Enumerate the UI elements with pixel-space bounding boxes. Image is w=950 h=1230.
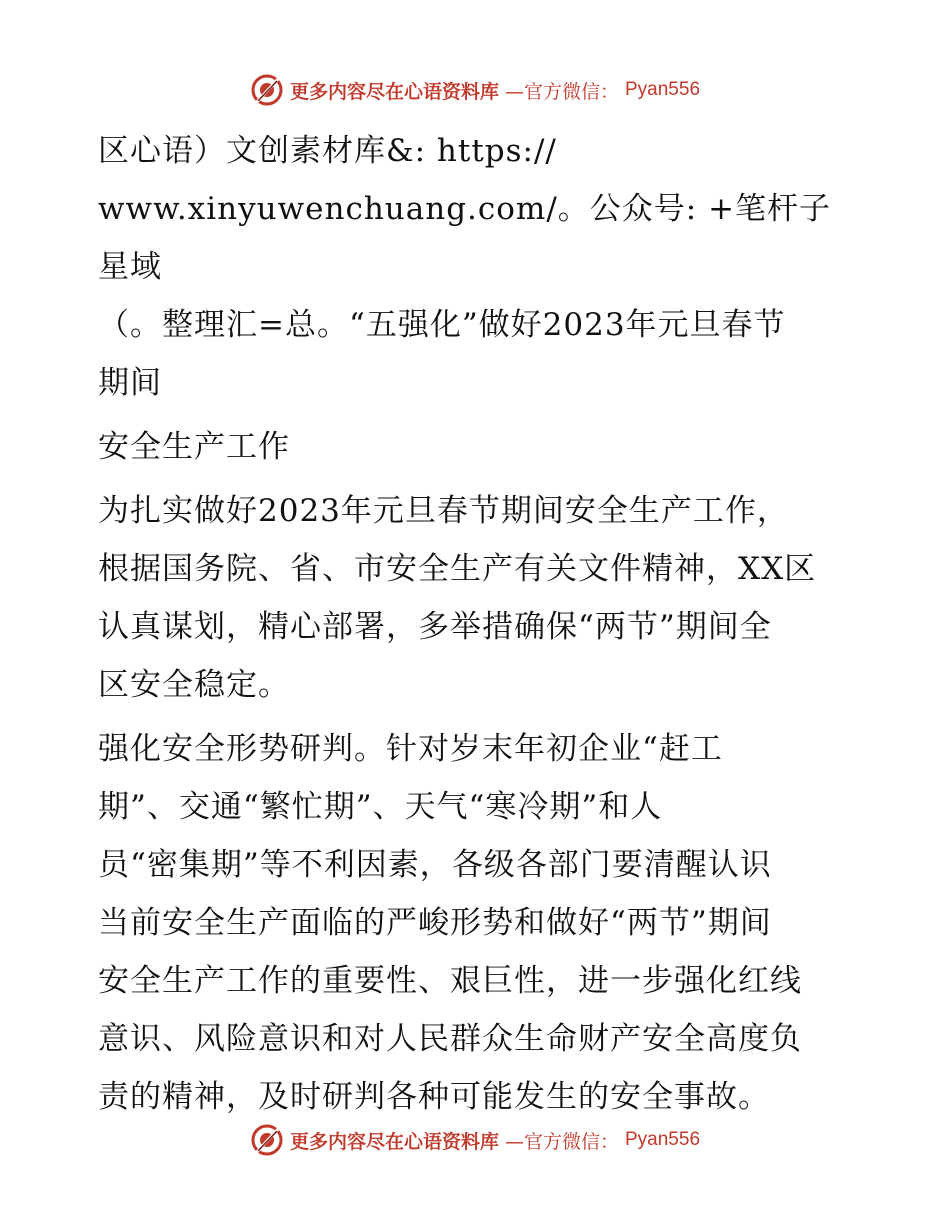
document-body — [98, 122, 858, 1126]
text-line: 强化安全形势研判。针对岁末年初企业“赶工 — [98, 731, 723, 767]
paragraph-intro — [98, 122, 858, 412]
banner-title: 更多内容尽在心语资料库 — [289, 1130, 499, 1153]
text-line: 为扎实做好2023年元旦春节期间安全生产工作， — [98, 493, 789, 529]
paragraph-situation-analysis — [98, 720, 858, 1126]
text-line: 责的精神，及时研判各种可能发生的安全事故。 — [98, 1079, 770, 1115]
text-line: 期间 — [98, 365, 162, 401]
section-heading: 安全生产工作 — [98, 429, 290, 465]
header-watermark-banner — [0, 70, 950, 110]
text-line: 员“密集期”等不利因素，各级各部门要清醒认识 — [98, 847, 772, 883]
quill-pen-logo-icon — [250, 1123, 284, 1157]
footer-watermark-banner — [0, 1120, 950, 1160]
banner-title: 更多内容尽在心语资料库 — [289, 80, 499, 103]
quill-pen-logo-icon — [250, 73, 284, 107]
text-line: 意识、风险意识和对人民群众生命财产安全高度负 — [98, 1021, 802, 1057]
text-line: 认真谋划，精心部署，多举措确保“两节”期间全 — [98, 609, 772, 645]
text-line: 区心语）文创素材库&: https:// — [98, 133, 557, 169]
text-line: 期”、交通“繁忙期”、天气“寒冷期”和人 — [98, 789, 663, 825]
banner-official-label: —官方微信： — [504, 80, 619, 103]
paragraph-overview — [98, 482, 858, 714]
text-line: 安全生产工作的重要性、艰巨性，进一步强化红线 — [98, 963, 802, 999]
paragraph-heading — [98, 418, 858, 476]
text-line: （。整理汇=总。“五强化”做好2023年元旦春节 — [98, 307, 786, 343]
banner-wechat-id: Pyan556 — [625, 1129, 701, 1150]
text-line: www.xinyuwenchuang.com/。公众号: +笔杆子星域 — [98, 191, 832, 285]
text-line: 区安全稳定。 — [98, 667, 290, 703]
text-line: 根据国务院、省、市安全生产有关文件精神，XX区 — [98, 551, 817, 587]
banner-wechat-id: Pyan556 — [625, 79, 701, 100]
text-line: 当前安全生产面临的严峻形势和做好“两节”期间 — [98, 905, 772, 941]
banner-official-label: —官方微信： — [504, 1130, 619, 1153]
